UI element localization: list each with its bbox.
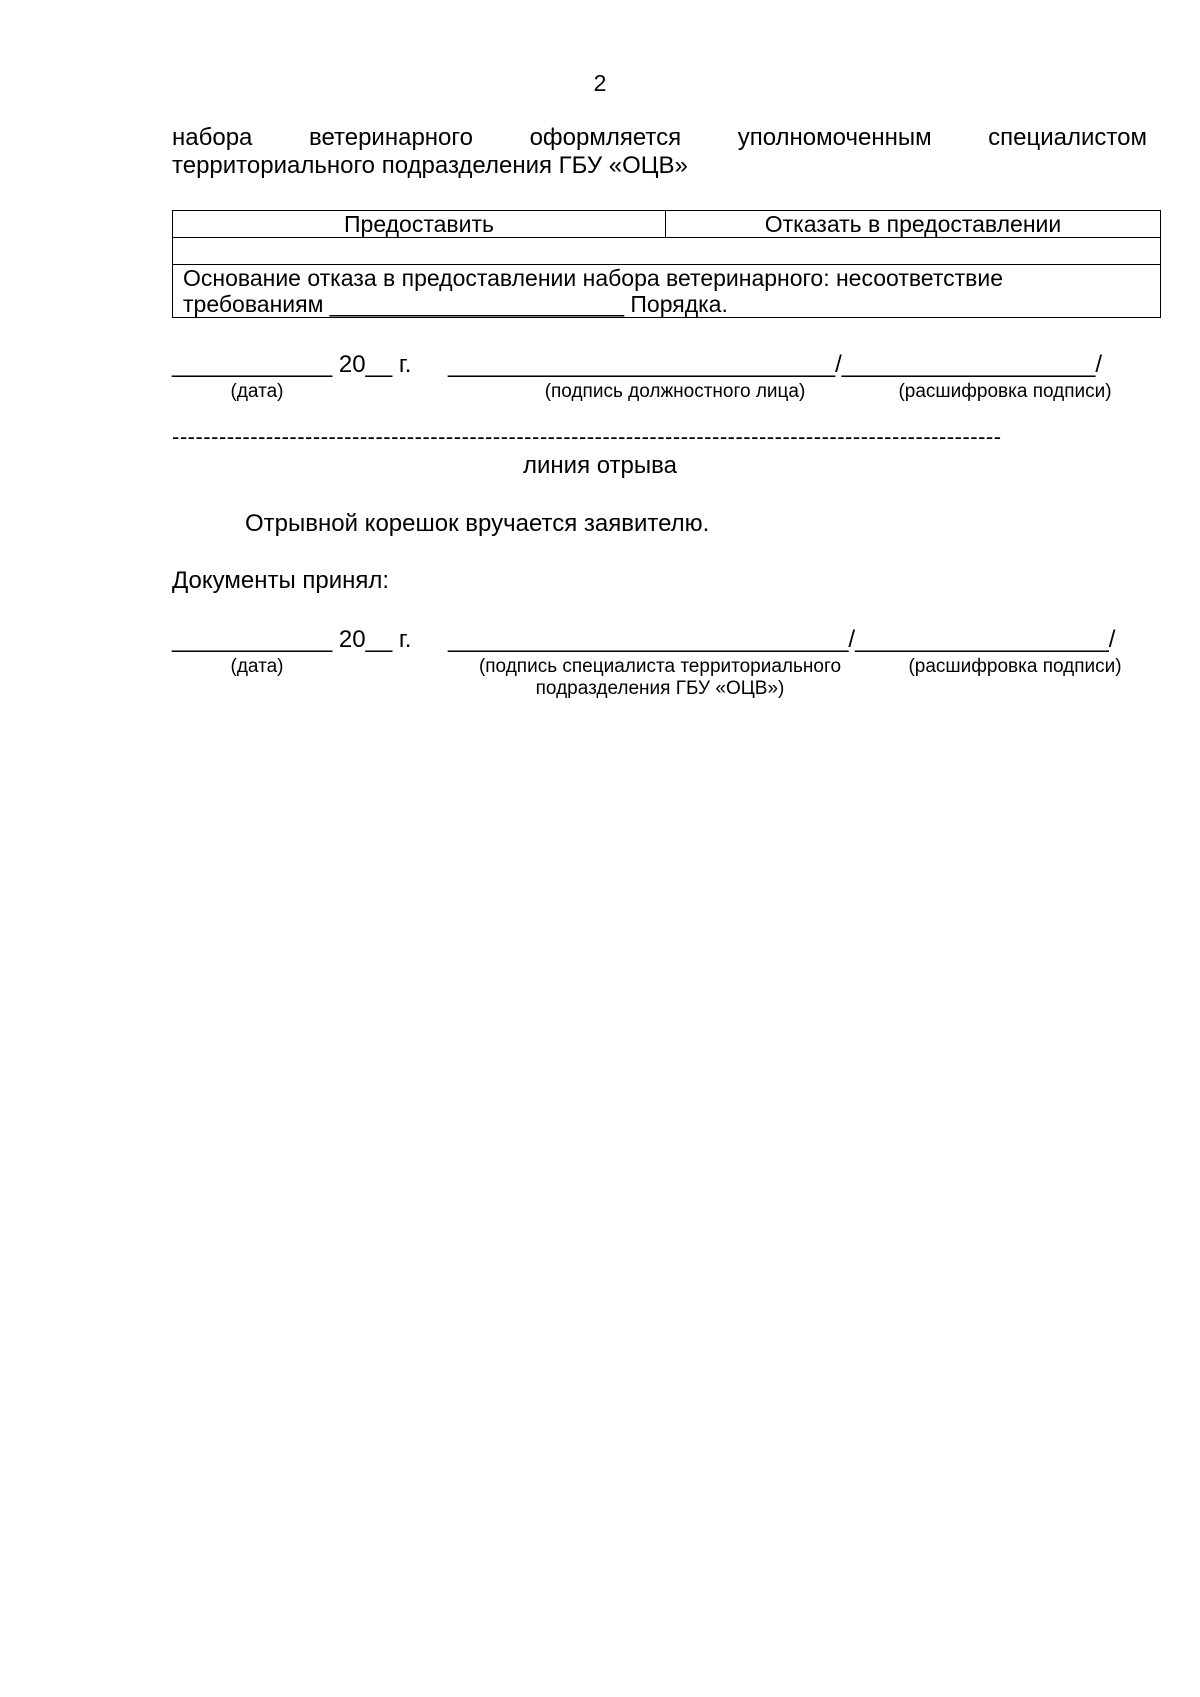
intro-word: набора [172, 124, 253, 151]
intro-paragraph-line2: территориального подразделения ГБУ «ОЦВ» [172, 152, 688, 179]
specialist-date-blank: ____________ 20__ г. [172, 626, 412, 653]
intro-word: ветеринарного [308, 124, 473, 151]
official-signature-blank: _____________________________/___________________/ [448, 351, 1103, 378]
refusal-reason-cell [173, 265, 1161, 318]
specialist-decoding-caption: (расшифровка подписи) [908, 656, 1122, 677]
specialist-date-caption: (дата) [230, 656, 284, 677]
official-date-blank: ____________ 20__ г. [172, 351, 412, 378]
intro-word: оформляется [529, 124, 682, 151]
specialist-signature-blank: ______________________________/___________________/ [448, 626, 1116, 653]
specialist-signature-caption-line1: (подпись специалиста территориального [478, 656, 842, 677]
documents-accepted-label: Документы принял: [172, 567, 390, 594]
decision-table [172, 210, 1161, 318]
stub-note: Отрывной корешок вручается заявителю. [245, 510, 710, 537]
specialist-signature-caption-line2: подразделения ГБУ «ОЦВ») [535, 678, 785, 699]
page-number: 2 [593, 70, 607, 96]
decision-empty-row [173, 238, 1161, 265]
official-signature-caption: (подпись должностного лица) [544, 381, 806, 402]
grant-cell: Предоставить [173, 211, 666, 238]
official-decoding-caption: (расшифровка подписи) [898, 381, 1112, 402]
refusal-reason-line2: требованиям _______________________ Порядка. [183, 291, 728, 317]
refusal-reason-line1: Основание отказа в предоставлении набора ветеринарного: несоответствие [183, 265, 1004, 291]
refuse-cell: Отказать в предоставлении [666, 211, 1161, 238]
intro-paragraph-line1 [172, 124, 1147, 152]
official-date-caption: (дата) [230, 381, 284, 402]
intro-word: специалистом [988, 124, 1147, 151]
tear-line-dashes: ---------------------------------------------------------------------------------------------------------- [172, 424, 1002, 449]
tear-line-label: линия отрыва [523, 452, 677, 479]
intro-word: уполномоченным [737, 124, 932, 151]
